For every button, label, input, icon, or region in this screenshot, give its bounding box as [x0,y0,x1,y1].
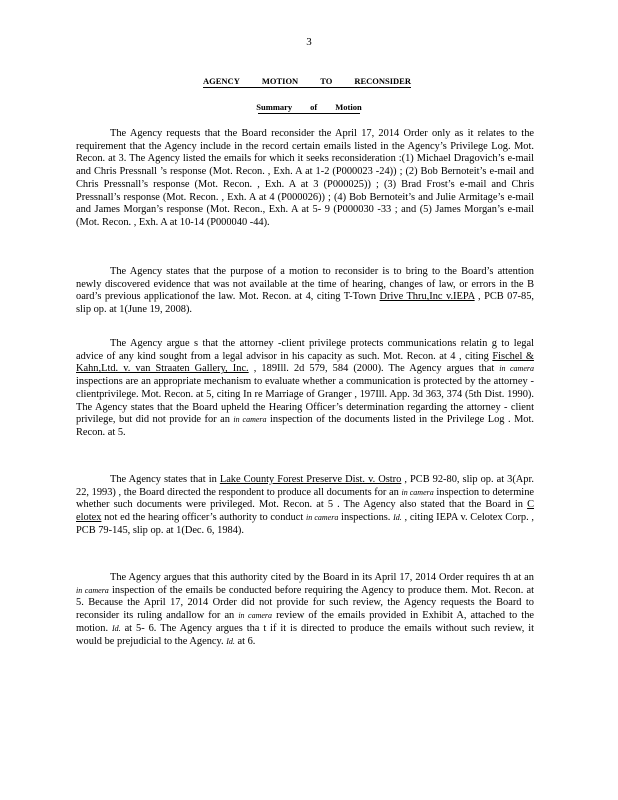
section-heading [203,76,411,88]
text-run: at 6. [234,635,256,647]
paragraph-5 [76,572,534,648]
paragraph-1 [76,128,534,230]
paragraph-text [76,572,534,648]
italic-term: in camera [238,611,273,621]
italic-term: Id. [111,623,121,633]
text-run: The Agency states that the purpose of a motion to reconsider is to bring to the Board’s attention newly discovered evidence that was not available at the time of hearing, changes of law, or errors in the B oard’s previous applicationof the law. Mot. Recon. at 4, citing T-Town [76,266,534,303]
paragraph-text [76,266,534,317]
section-subheading [258,102,360,114]
text-run: inspection to determine whether such documents were privileged. Mot. Recon. at 5 . The Agency also stated that the Board in [76,486,534,511]
heading-word: AGENCY [203,76,240,86]
heading-word: TO [320,76,333,86]
italic-term: Id. [393,513,402,523]
heading-word: RECONSIDER [354,76,411,86]
case-citation: Drive Thru,Inc v.IEPA [379,291,475,303]
paragraph-2 [76,266,534,317]
text-run: inspections are an appropriate mechanism to evaluate whether a communication is protected by the attorney -clientprivilege. Mot. Recon. at 5, citing In re Marriage of Granger , 197Ill. App. 3d 363, 374 (5th Dist. 1990). The Agency states that the Board upheld the Hearing Officer’s determination regarding the attorney - client privilege, but did not provide for an [76,376,534,426]
paragraph-text: The Agency requests that the Board reconsider the April 17, 2014 Order only as it relates to the requirement that the Agency include in the record certain emails listed in the Agency’s Privilege Log. Mot. Recon. at 3. The Agency listed the emails for which it seeks reconsideration :(1) Michael Dragovich’s e-mail and Chris Pressnall ’s response (Mot. Recon. , Exh. A at 1-2 (P000023 -24)) ; (2) Bob Bernoteit’s e-mail and Chris Pressnall’s response (Mot. Recon. , Exh. A at 3 (P000025)) ; (3) Brad Frost’s e-mail and Chris Pressnall’s response (Mot. Recon. , Exh. A at 4 (P000026)) ; (4) Bob Bernoteit’s and Julie Armitage’s e-mail and James Morgan’s response (Mot. Recon., Exh. A at 5- 9 (P000030 -33 ; and (5) James Morgan’s e-mail (Mot. Recon. , Exh. A at 10-14 (P000040 -44). [76,128,534,228]
heading-word: MOTION [261,76,299,86]
paragraph-4 [76,474,534,538]
text-run: inspection of the emails be conducted before requiring the Agency to produce them. Mot. Recon. at 5. Because the April 17, 2014 Order did not provide for such review, the Agency requests the Board to reconsider its ruling andallow for an [76,584,534,622]
text-run: The Agency argue s that the attorney -client privilege protects communications relatin g to legal advice of any kind sought from a legal advisor in his capacity as such. Mot. Recon. at 4 , citing [76,338,534,362]
text-run: , citing IEPA v. Celotex Corp. , PCB 79-145, slip op. at 1(Dec. 6, 1984). [76,512,534,536]
text-run: review of the emails provided in Exhibit A, attached to the motion. [76,610,535,634]
italic-term: in camera [233,415,267,425]
case-citation: C elotex [76,499,534,524]
case-citation: Lake County Forest Preserve Dist. v. Ostro [219,474,402,485]
text-run: inspection of the documents listed in the Privilege Log . Mot. Recon. at 5. [76,414,534,438]
case-citation: Fischel & Kahn,Ltd. v. van Straaten Gallery, Inc. [76,350,534,375]
subheading-word: Motion [335,102,362,112]
page-number: 3 [306,36,312,48]
paragraph-text [76,338,534,440]
italic-term: Id. [226,636,235,646]
paragraph-text [76,474,534,538]
text-run: , PCB 07-85, slip op. at 1(June 19, 2008). [76,291,534,316]
italic-term: in camera [401,487,434,497]
italic-term: in camera [76,585,109,595]
text-run: , 189Ill. 2d 579, 584 (2000). The Agency argues that [248,363,500,375]
italic-term: in camera [306,513,339,523]
text-run: , PCB 92-80, slip op. at 3(Apr. 22, 1993) , the Board directed the respondent to produce all documents for an [76,474,534,498]
text-run: at 5- 6. The Agency argues tha t if it is directed to produce the emails without such review, it would be prejudicial to the Agency. [76,622,534,647]
text-run: The Agency states that in [110,474,220,485]
text-run: The Agency argues that this authority cited by the Board in its April 17, 2014 Order requires th at an [110,572,534,583]
text-run: inspections. [338,512,394,524]
text-run: not ed the hearing officer’s authority to conduct [101,512,307,524]
paragraph-3 [76,338,534,440]
subheading-word: of [310,102,318,112]
italic-term: in camera [499,364,534,374]
subheading-word: Summary [256,102,293,112]
